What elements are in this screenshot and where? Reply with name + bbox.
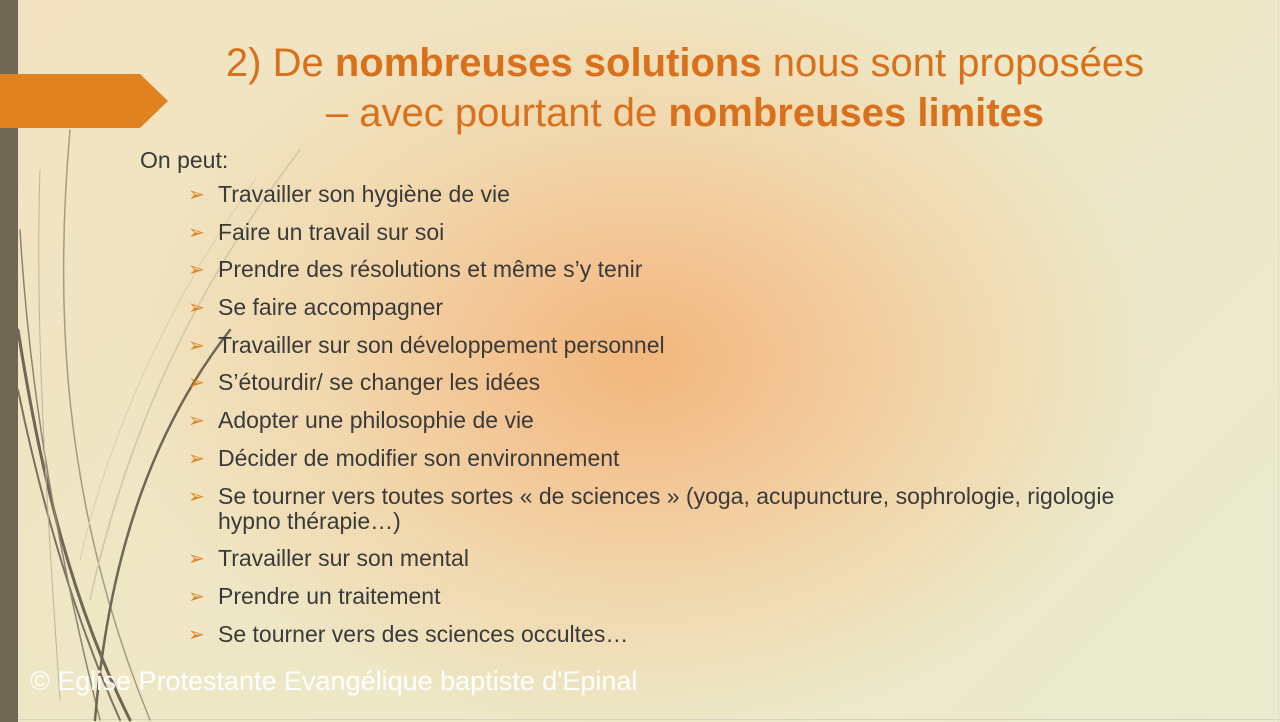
title-line2-prefix: – avec pourtant de	[325, 91, 669, 135]
arrow-bullet-icon: ➢	[188, 585, 205, 608]
list-item	[188, 622, 1148, 647]
arrow-bullet-icon: ➢	[188, 297, 205, 320]
list-item-text: Se faire accompagner	[218, 294, 444, 321]
list-item	[188, 446, 1148, 471]
arrow-bullet-icon: ➢	[188, 334, 205, 357]
copyright-footer: © Eglise Protestante Evangélique baptiste d'Epinal	[30, 666, 638, 696]
list-item-text: Décider de modifier son environnement	[218, 444, 620, 471]
list-item-text: Travailler sur son mental	[218, 545, 469, 572]
arrow-bullet-icon: ➢	[188, 221, 205, 244]
list-item-text: Adopter une philosophie de vie	[218, 407, 534, 434]
orange-arrow-tab	[0, 74, 168, 128]
arrow-bullet-icon: ➢	[188, 372, 205, 395]
list-item-text: Prendre un traitement	[218, 582, 441, 609]
title-line2-bold: nombreuses limites	[668, 91, 1045, 135]
list-item-text: Travailler sur son développement personnel	[218, 331, 665, 358]
list-item-text: Faire un travail sur soi	[218, 218, 445, 245]
arrow-bullet-icon: ➢	[188, 184, 205, 206]
list-item	[188, 408, 1148, 433]
list-item-text: Prendre des résolutions et même s’y tenir	[218, 256, 643, 283]
grass-strand	[20, 230, 100, 720]
list-item	[188, 546, 1148, 571]
arrow-bullet-icon: ➢	[188, 447, 205, 470]
list-item-text: Se tourner vers des sciences occultes…	[218, 620, 629, 647]
title-line1-suffix: nous sont proposées	[761, 41, 1145, 85]
list-item-text: Travailler son hygiène de vie	[218, 181, 510, 207]
list-item	[188, 295, 1148, 320]
list-item	[188, 333, 1148, 358]
list-item	[188, 220, 1148, 245]
right-border	[1278, 0, 1279, 722]
solution-list	[188, 182, 1148, 659]
list-item	[188, 484, 1148, 534]
list-item	[188, 370, 1148, 395]
list-item	[188, 584, 1148, 609]
title-line1-prefix: 2) De	[225, 41, 335, 85]
slide-title	[160, 38, 1210, 138]
arrow-bullet-icon: ➢	[188, 410, 205, 433]
title-line1-bold: nombreuses solutions	[334, 41, 762, 85]
arrow-bullet-icon: ➢	[188, 548, 205, 571]
arrow-bullet-icon: ➢	[188, 485, 205, 508]
list-item	[188, 257, 1148, 282]
arrow-bullet-icon: ➢	[188, 623, 205, 646]
list-item	[188, 182, 1148, 207]
list-item-text: Se tourner vers toutes sortes « de sciences » (yoga, acupuncture, sophrologie, rigologie hypno thérapie…)	[218, 482, 1115, 534]
list-item-text: S’étourdir/ se changer les idées	[218, 369, 541, 396]
intro-text: On peut:	[140, 147, 229, 173]
arrow-bullet-icon: ➢	[188, 259, 205, 282]
